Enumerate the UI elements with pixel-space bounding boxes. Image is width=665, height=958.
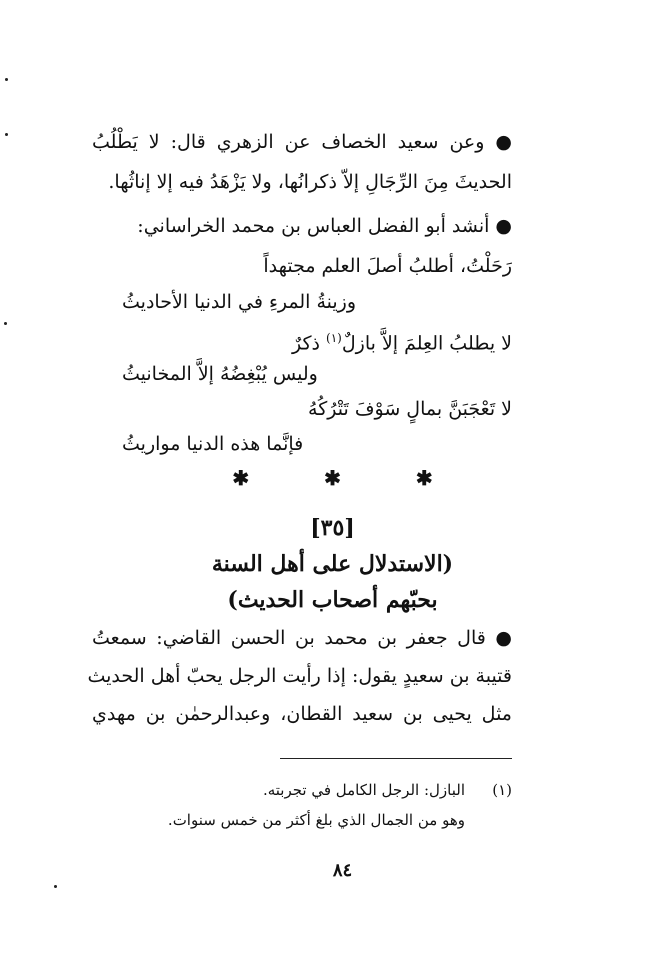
scan-speck [54, 885, 57, 888]
scan-speck [5, 133, 8, 136]
verse-2-second: وليس يُبْغِضُهُ إلاَّ المخانيثُ [122, 363, 318, 385]
scan-speck [5, 78, 8, 81]
verse-2-first-end: ذكرٌ [291, 332, 327, 355]
page-number: ٨٤ [332, 860, 353, 881]
section-number: [٣٥] [310, 515, 355, 541]
verse-1-second: وزينةُ المرءِ في الدنيا الأحاديثُ [122, 291, 357, 313]
zuhri-line-2: الحديثَ مِنَ الرِّجَالِ إلاّ ذكرانُها، ولا يَزْهَدُ فيه إلا إناثُها. [108, 171, 512, 193]
poem-intro: ● أنشد أبو الفضل العباس بن محمد الخراساني: [137, 215, 512, 237]
footnote-line-1: البازل: الرجل الكامل في تجربته. [262, 781, 465, 799]
verse-3-first: لا تَعْجَبَنَّ بمالٍ سَوْفَ تَتْرُكُهُ [308, 398, 512, 420]
verse-2-first-text: لا يطلبُ العِلمَ إلاَّ بازلٌ [341, 332, 512, 355]
verse-1-first: رَحَلْتُ، أطلبُ أصلَ العلم مجتهداً [263, 255, 512, 277]
footnote-line-2: وهو من الجمال الذي بلغ أكثر من خمس سنوات. [167, 811, 465, 829]
verse-2-first [92, 324, 512, 357]
body-line-1: ● قال جعفر بن محمد بن الحسن القاضي: سمعتُ [92, 627, 512, 649]
footnote-reference: (١) [326, 331, 342, 345]
section-title-line-1: (الاستدلال على أهل السنة [211, 551, 454, 577]
section-title-line-2: بحبّهم أصحاب الحديث) [227, 587, 438, 613]
body-line-2: قتيبة بن سعيدٍ يقول: إذا رأيت الرجل يحبّ أهل الحديث [87, 665, 512, 687]
footnote-marker: (١) [492, 781, 512, 799]
section-separator: ✱ ✱ ✱ [232, 466, 467, 490]
zuhri-line-1: ● وعن سعيد الخصاف عن الزهري قال: لا يَطْلُبُ [92, 131, 512, 153]
verse-3-second: فإنَّما هذه الدنيا مواريثُ [122, 433, 304, 455]
body-line-3: مثل يحيى بن سعيد القطان، وعبدالرحمٰن بن مهدي [92, 703, 512, 725]
footnote-rule [280, 758, 512, 759]
scan-speck [4, 322, 7, 325]
